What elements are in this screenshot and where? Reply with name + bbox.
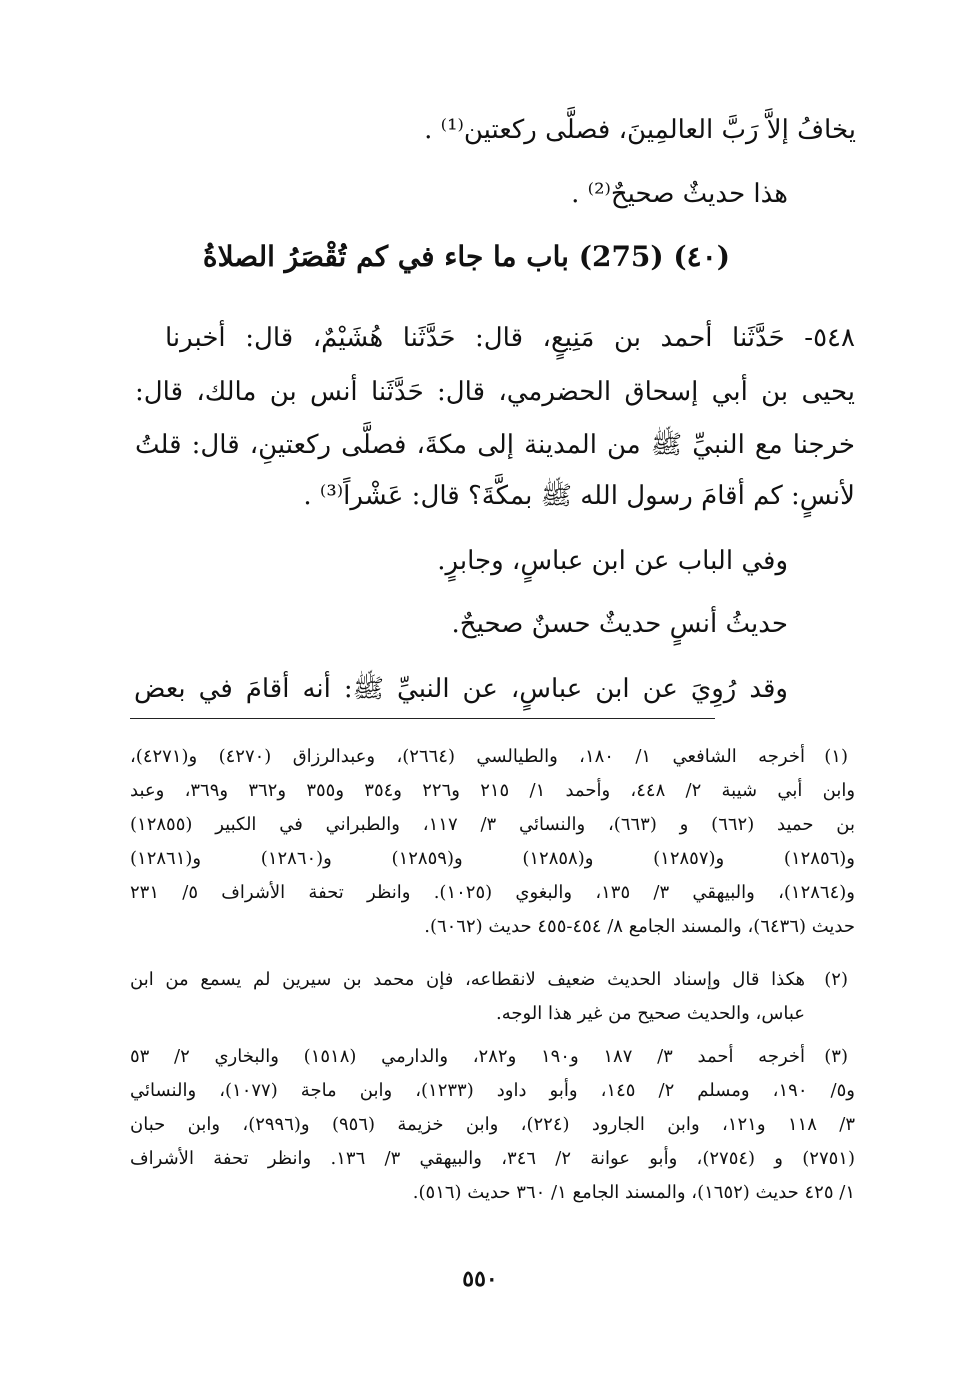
footnote-3-line: ٣/ ١١٨ و١٢١، وابن الجارود (٢٢٤)، وابن خزيمة (٩٥٦) و(٢٩٩٦)، وابن حبان <box>130 1114 855 1135</box>
hadith-548-line-4: لأنسٍ: كم أقامَ رسول الله ﷺ بمكَّةَ؟ قال: عَشْراً⁽³⁾ . <box>303 481 855 511</box>
text-ibn-abbas: وقد رُوِيَ عن ابن عباسٍ، عن النبيِّ ﷺ: أنه أقامَ في بعض <box>134 674 788 704</box>
text-line-2: هذا حديثٌ صحيحٌ⁽²⁾ . <box>571 179 788 209</box>
footnote-1-line: و(١٢٨٦٤)، والبيهقي ٣/ ١٣٥، والبغوي (١٠٢٥). وانظر تحفة الأشراف ٥/ ٢٣١ <box>130 882 855 903</box>
footnote-3-line: أخرجه أحمد ٣/ ١٨٧ و١٩٠ و٢٨٢، والدارمي (١٥١٨) والبخاري ٢/ ٥٣ <box>130 1046 806 1067</box>
footnote-2-line: هكذا قال وإسناد الحديث ضعيف لانقطاعه، فإن محمد بن سيرين لم يسمع من ابن <box>130 969 805 990</box>
text-line-1: يخافُ إلاَّ رَبَّ العالمِينَ، فصلَّى ركعتين⁽¹⁾ . <box>424 115 856 145</box>
footnote-3-line: و٥/ ١٩٠، ومسلم ٢/ ١٤٥، وأبو داود (١٢٣٣)، وابن ماجة (١٠٧٧)، والنسائي <box>130 1080 855 1101</box>
hadith-548-line-3: خرجنا مع النبيِّ ﷺ من المدينة إلى مكةَ، فصلَّى ركعتينِ، قال: قلتُ <box>135 430 855 460</box>
footnote-3-number: (٣) <box>824 1046 848 1067</box>
footnote-1-line: وابن أبي شيبة ٢/ ٤٤٨، وأحمد ١/ ٢١٥ و٢٢٦ و٣٥٤ و٣٥٥ و٣٦٢ و٣٦٩، وعبد <box>130 780 856 801</box>
footnote-1-line: بن حميد (٦٦٢) و (٦٦٣)، والنسائي ٣/ ١١٧، والطبراني في الكبير (١٢٨٥٥) <box>130 814 855 835</box>
page-number: ٥٥٠ <box>462 1266 498 1292</box>
footnote-1-line: أخرجه الشافعي ١/ ١٨٠، والطيالسي (٢٦٦٤)، وعبدالرزاق (٤٢٧٠) و(٤٢٧١)، <box>130 746 805 767</box>
chapter-heading: (٤٠) (275) باب ما جاء في كم تُقْصَرُ الصلاةُ <box>202 240 730 273</box>
footnote-1-number: (١) <box>824 746 848 767</box>
footnote-3-line: ١/ ٤٢٥ حديث (١٦٥٢)، والمسند الجامع ١/ ٣٦٠ حديث (٥١٦). <box>412 1182 855 1203</box>
footnote-separator <box>130 718 715 719</box>
footnote-2-number: (٢) <box>824 969 848 990</box>
hadith-548-line-1: ٥٤٨- حَدَّثَنا أحمد بن مَنِيعٍ، قال: حَدَّثَنا هُشَيْمٌ، قال: أخبرنا <box>165 323 855 353</box>
text-fi-al-bab: وفي الباب عن ابن عباسٍ، وجابرٍ. <box>437 546 788 576</box>
footnote-2-line: عباس، والحديث صحيح من غير هذا الوجه. <box>496 1003 805 1024</box>
footnote-1-line: حديث (٦٤٣٦)، والمسند الجامع ٨/ ٤٥٤-٤٥٥ حديث (٦٠٦٢). <box>424 916 855 937</box>
footnote-1-line: و(١٢٨٥٦) و(١٢٨٥٧) و(١٢٨٥٨) و(١٢٨٥٩) و(١٢٨٦٠) و(١٢٨٦١) <box>130 848 855 869</box>
text-hadith-anas-grading: حديثُ أنسٍ حديثٌ حسنٌ صحيحٌ. <box>451 609 788 639</box>
hadith-548-line-2: يحيى بن أبي إسحاق الحضرمي، قال: حَدَّثَنا أنس بن مالك، قال: <box>135 377 855 407</box>
footnote-3-line: (٢٧٥١) و (٢٧٥٤)، وأبو عوانة ٢/ ٣٤٦، والبيهقي ٣/ ١٣٦. وانظر تحفة الأشراف <box>130 1148 855 1169</box>
